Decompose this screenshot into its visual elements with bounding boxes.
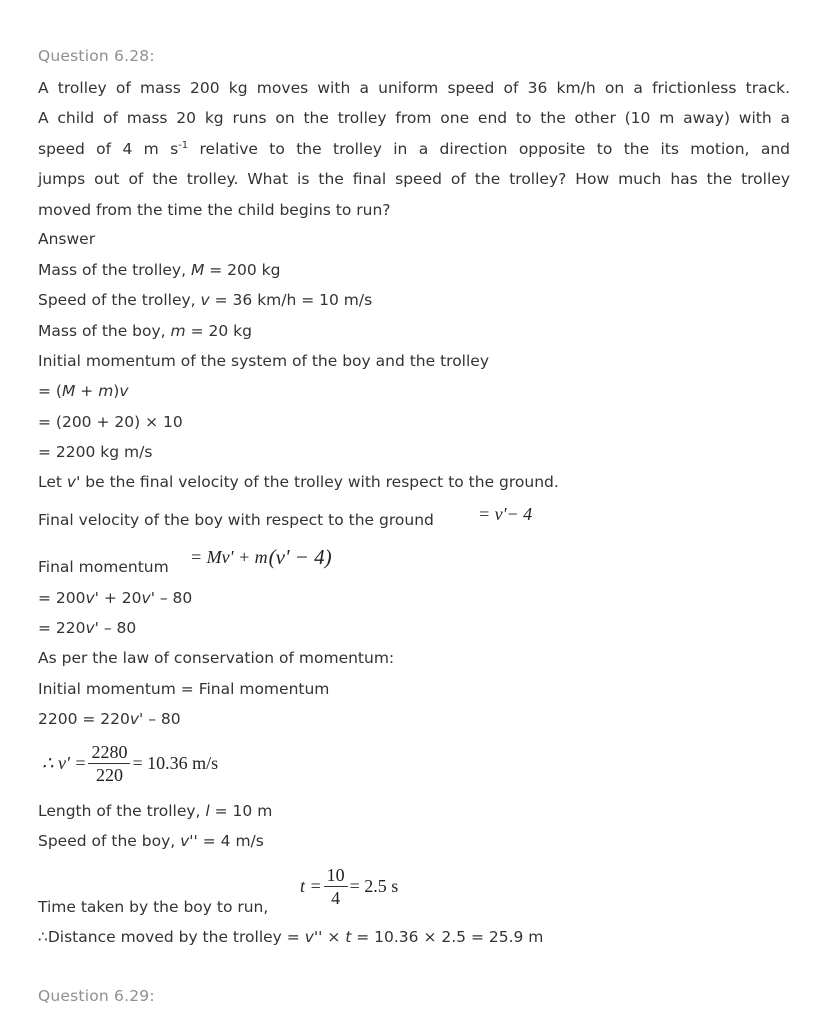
mass-trolley-line: [38, 260, 281, 280]
numerator: 2280: [88, 741, 130, 764]
math-text: (v' − 4): [268, 545, 332, 569]
math-text: = Mv' + m: [190, 547, 268, 567]
text: – 80: [143, 710, 181, 728]
math-text: ∴ v' =: [42, 753, 87, 773]
var-m: m: [170, 322, 186, 340]
var-M: M: [190, 261, 205, 279]
text: – 80: [154, 589, 193, 607]
text: = 20 kg: [185, 322, 252, 340]
var: M: [61, 382, 76, 400]
text: = 36 km/h = 10 m/s: [209, 291, 373, 309]
var: v': [141, 589, 155, 607]
math-expression: [478, 504, 532, 525]
next-question-heading: Question 6.29:: [38, 987, 155, 1005]
text: ): [113, 382, 120, 400]
text: Let: [38, 473, 67, 491]
var: t: [345, 928, 352, 946]
text: 2200 = 220: [38, 710, 130, 728]
time-line: Time taken by the boy to run,: [38, 898, 269, 916]
equation-line: [38, 381, 129, 401]
math-text: t =: [300, 876, 322, 896]
text: be the final velocity of the trolley with respect to the ground.: [80, 473, 559, 491]
math-expression: [190, 545, 332, 570]
text: Mass of the trolley,: [38, 261, 191, 279]
text: Speed of the trolley,: [38, 291, 201, 309]
equation-line: [38, 618, 136, 638]
math-text: = 2.5 s: [349, 876, 399, 896]
answer-label: Answer: [38, 230, 96, 248]
time-equation: [300, 864, 398, 909]
mass-boy-line: [38, 321, 252, 341]
var: v': [129, 710, 144, 728]
var: v': [85, 589, 99, 607]
boy-speed-line: [38, 831, 264, 851]
var: v: [119, 382, 129, 400]
question-line: A trolley of mass 200 kg moves with a uniform speed of 36 km/h on a frictionless track.: [38, 79, 790, 97]
question-line: jumps out of the trolley. What is the final speed of the trolley? How much has the trolley: [38, 170, 790, 188]
text: = 10 m: [209, 802, 273, 820]
var-v: v: [200, 291, 210, 309]
text: +: [75, 382, 99, 400]
equation-line: [38, 709, 181, 729]
boy-final-velocity-line: [38, 510, 434, 530]
text: Length of the trolley,: [38, 802, 206, 820]
equation-line: = 2200 kg m/s: [38, 443, 153, 461]
superscript: -1: [178, 139, 189, 151]
question-line: moved from the time the child begins to run?: [38, 201, 391, 219]
text: = (: [38, 382, 62, 400]
text: ∴Distance moved by the trolley =: [38, 928, 305, 946]
final-momentum-line: Final momentum: [38, 558, 169, 576]
question-line: [38, 139, 790, 159]
var: v': [85, 619, 99, 637]
denominator: 220: [95, 765, 123, 785]
initial-momentum-label: Initial momentum of the system of the boy and the trolley: [38, 352, 489, 370]
question-line-part: speed of 4 m s: [38, 140, 179, 158]
equation-line: = (200 + 20) × 10: [38, 413, 183, 431]
text: = 200 kg: [204, 261, 281, 279]
var: v': [66, 473, 81, 491]
text: Mass of the boy,: [38, 322, 171, 340]
var: l: [205, 802, 210, 820]
equation-line: [38, 588, 192, 608]
distance-line: [38, 927, 543, 947]
length-line: [38, 801, 272, 821]
text: = 10.36 × 2.5 = 25.9 m: [351, 928, 544, 946]
question-line-part: relative to the trolley in a direction opposite to the its motion, and: [188, 140, 790, 158]
text: = 200: [38, 589, 86, 607]
denominator: 4: [331, 888, 341, 908]
vprime-equation: [42, 741, 218, 786]
math-text: = v'− 4: [478, 504, 533, 524]
text: = 220: [38, 619, 86, 637]
text: = 4 m/s: [197, 832, 264, 850]
question-line: A child of mass 20 kg runs on the trolley from one end to the other (10 m away) with a: [38, 109, 790, 127]
let-line: [38, 472, 559, 492]
var: v'': [180, 832, 198, 850]
text: + 20: [98, 589, 142, 607]
law-line: As per the law of conservation of momentum:: [38, 649, 395, 667]
fraction: [324, 864, 348, 909]
var: m: [98, 382, 114, 400]
question-heading: Question 6.28:: [38, 47, 155, 65]
text: Final velocity of the boy with respect to the ground: [38, 511, 434, 529]
fraction: [88, 741, 130, 786]
math-text: = 10.36 m/s: [132, 753, 219, 773]
numerator: 10: [324, 864, 348, 887]
law-equation-line: Initial momentum = Final momentum: [38, 680, 330, 698]
text: Speed of the boy,: [38, 832, 181, 850]
text: – 80: [98, 619, 137, 637]
speed-trolley-line: [38, 290, 372, 310]
text: ×: [322, 928, 346, 946]
var: v'': [304, 928, 323, 946]
